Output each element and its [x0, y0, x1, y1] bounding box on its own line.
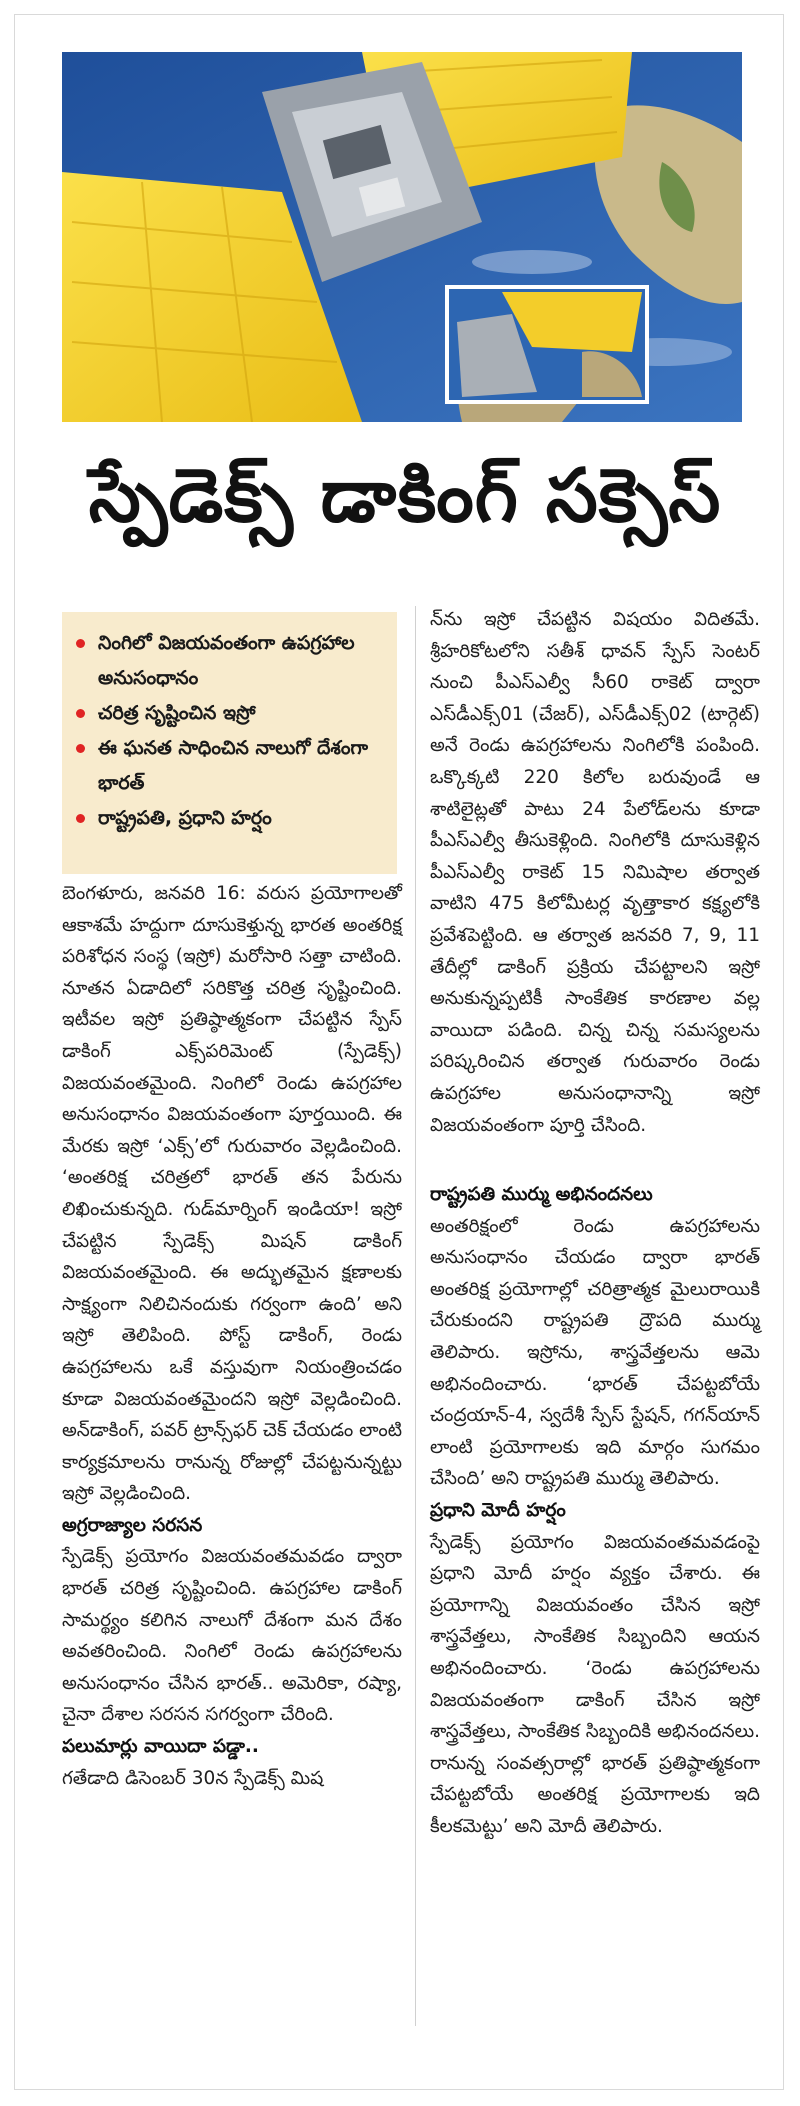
bullet-icon [76, 744, 85, 753]
headline: స్పేడెక్స్‌ డాకింగ్‌ సక్సెస్‌ [88, 453, 722, 539]
article-column-right [430, 604, 760, 1843]
highlight-item: రాష్ట్రపతి, ప్రధాని హర్షం [74, 801, 387, 836]
article-paragraph: అంతరిక్షంలో రెండు ఉపగ్రహాలను అనుసంధానం చేయడం ద్వారా భారత్‌ అంతరిక్ష ప్రయోగాల్లో చరిత్రాత్మక మైలురాయికి చేరుకుందని రాష్ట్రపతి ద్రౌపది ముర్ము తెలిపారు. ఇస్రోను, శాస్త్రవేత్తలను ఆమె అభినందించారు. ‘భారత్‌ చేపట్టబోయే చంద్రయాన్‌-4, స్వదేశీ స్పేస్‌ స్టేషన్‌, గగన్‌యాన్‌ లాంటి ప్రయోగాలకు ఇది మార్గం సుగమం చేసింది’ అని రాష్ట్రపతి ముర్ము తెలిపారు. [430, 1215, 760, 1490]
section-subhead: పలుమార్లు వాయిదా పడ్డా.. [62, 1736, 259, 1758]
bullet-icon [76, 814, 85, 823]
highlight-item: చరిత్ర సృష్టించిన ఇస్రో [74, 696, 387, 731]
highlights-box [62, 612, 397, 874]
spadex-docking-illustration [62, 52, 742, 422]
hero-image [62, 52, 742, 422]
highlight-item: ఈ ఘనత సాధించిన నాలుగో దేశంగా భారత్‌ [74, 731, 387, 801]
bullet-icon [76, 639, 85, 648]
column-divider [415, 606, 416, 2026]
section-subhead: రాష్ట్రపతి ముర్ము అభినందనలు [430, 1184, 653, 1206]
article-paragraph: బెంగళూరు, జనవరి 16: వరుస ప్రయోగాలతో ఆకాశమే హద్దుగా దూసుకెళ్తున్న భారత అంతరిక్ష పరిశోధన సంస్థ (ఇస్రో) మరోసారి సత్తా చాటింది. నూతన ఏడాదిలో సరికొత్త చరిత్ర సృష్టించింది. ఇటీవల ఇస్రో ప్రతిష్ఠాత్మకంగా చేపట్టిన స్పేస్‌ డాకింగ్‌ ఎక్స్‌పరిమెంట్‌ (స్పేడెక్స్‌) విజయవంతమైంది. నింగిలో రెండు ఉపగ్రహాల అనుసంధానం విజయవంతంగా పూర్తయింది. ఈ మేరకు ఇస్రో ‘ఎక్స్‌’లో గురువారం వెల్లడించింది. ‘అంతరిక్ష చరిత్రలో భారత్‌ తన పేరును లిఖించుకున్నది. గుడ్‌మార్నింగ్‌ ఇండియా! ఇస్రో చేపట్టిన స్పేడెక్స్‌ మిషన్‌ డాకింగ్‌ విజయవంతమైంది. ఈ అద్భుతమైన క్షణాలకు సాక్ష్యంగా నిలిచినందుకు గర్వంగా ఉంది’ అని ఇస్రో తెలిపింది. పోస్ట్‌ డాకింగ్‌, రెండు ఉపగ్రహాలను ఒకే వస్తువుగా నియంత్రించడం కూడా విజయవంతమైందని ఇస్రో వెల్లడించింది. అన్‌డాకింగ్‌, పవర్‌ ట్రాన్స్‌ఫర్‌ చెక్‌ చేయడం లాంటి కార్యక్రమాలను రానున్న రోజుల్లో చేపట్టనున్నట్టు ఇస్రో వెల్లడించింది. [62, 883, 402, 1505]
article-paragraph: స్పేడెక్స్‌ ప్రయోగం విజయవంతమవడంపై ప్రధాని మోదీ హర్షం వ్యక్తం చేశారు. ఈ ప్రయోగాన్ని విజయవంతం చేసిన ఇస్రో శాస్త్రవేత్తలు, సాంకేతిక సిబ్బందిని ఆయన అభినందించారు. ‘రెండు ఉపగ్రహాలను విజయవంతంగా డాకింగ్‌ చేసిన ఇస్రో శాస్త్రవేత్తలు, సాంకేతిక సిబ్బందికి అభినందనలు. రానున్న సంవత్సరాల్లో భారత్‌ ప్రతిష్ఠాత్మకంగా చేపట్టబోయే అంతరిక్ష ప్రయోగాలకు ఇది కీలకమెట్టు’ అని మోదీ తెలిపారు. [430, 1531, 760, 1837]
article-column-left [62, 878, 402, 1794]
article-paragraph: గతేడాది డిసెంబర్‌ 30న స్పేడెక్స్‌ మిష [62, 1767, 324, 1789]
spacer [430, 1141, 760, 1179]
article-paragraph: స్పేడెక్స్‌ ప్రయోగం విజయవంతమవడం ద్వారా భారత్‌ చరిత్ర సృష్టించింది. ఉపగ్రహాల డాకింగ్‌ సామర్థ్యం కలిగిన నాలుగో దేశంగా మన దేశం అవతరించింది. నింగిలో రెండు ఉపగ్రహాలను అనుసంధానం చేసిన భారత్‌.. అమెరికా, రష్యా, చైనా దేశాల సరసన సగర్వంగా చేరింది. [62, 1546, 402, 1726]
bullet-icon [76, 709, 85, 718]
section-subhead: ప్రధాని మోదీ హర్షం [430, 1500, 566, 1522]
section-subhead: అగ్రరాజ్యాల సరసన [62, 1514, 203, 1536]
article-paragraph: న్‌ను ఇస్రో చేపట్టిన విషయం విదితమే. శ్రీహరికోటలోని సతీశ్‌ ధావన్‌ స్పేస్‌ సెంటర్‌ నుంచి పీఎస్‌ఎల్వీ సీ60 రాకెట్‌ ద్వారా ఎస్‌డీఎక్స్‌01 (చేజర్‌), ఎస్‌డీఎక్స్‌02 (టార్గెట్‌) అనే రెండు ఉపగ్రహాలను నింగిలోకి పంపింది. ఒక్కొక్కటి 220 కిలోల బరువుండే ఆ శాటిలైట్లతో పాటు 24 పేలోడ్‌లను కూడా పీఎస్‌ఎల్వీ తీసుకెళ్లింది. నింగిలోకి దూసుకెళ్లిన పీఎస్‌ఎల్వీ రాకెట్‌ 15 నిమిషాల తర్వాత వాటిని 475 కిలోమీటర్ల వృత్తాకార కక్ష్యలోకి ప్రవేశపెట్టింది. ఆ తర్వాత జనవరి 7, 9, 11 తేదీల్లో డాకింగ్‌ ప్రక్రియ చేపట్టాలని ఇస్రో అనుకున్నప్పటికీ సాంకేతిక కారణాల వల్ల వాయిదా పడింది. చిన్న చిన్న సమస్యలను పరిష్కరించిన తర్వాత గురువారం రెండు ఉపగ్రహాల అనుసంధానాన్ని ఇస్రో విజయవంతంగా పూర్తి చేసింది. [430, 609, 760, 1136]
highlight-item: నింగిలో విజయవంతంగా ఉపగ్రహాల అనుసంధానం [74, 626, 387, 696]
